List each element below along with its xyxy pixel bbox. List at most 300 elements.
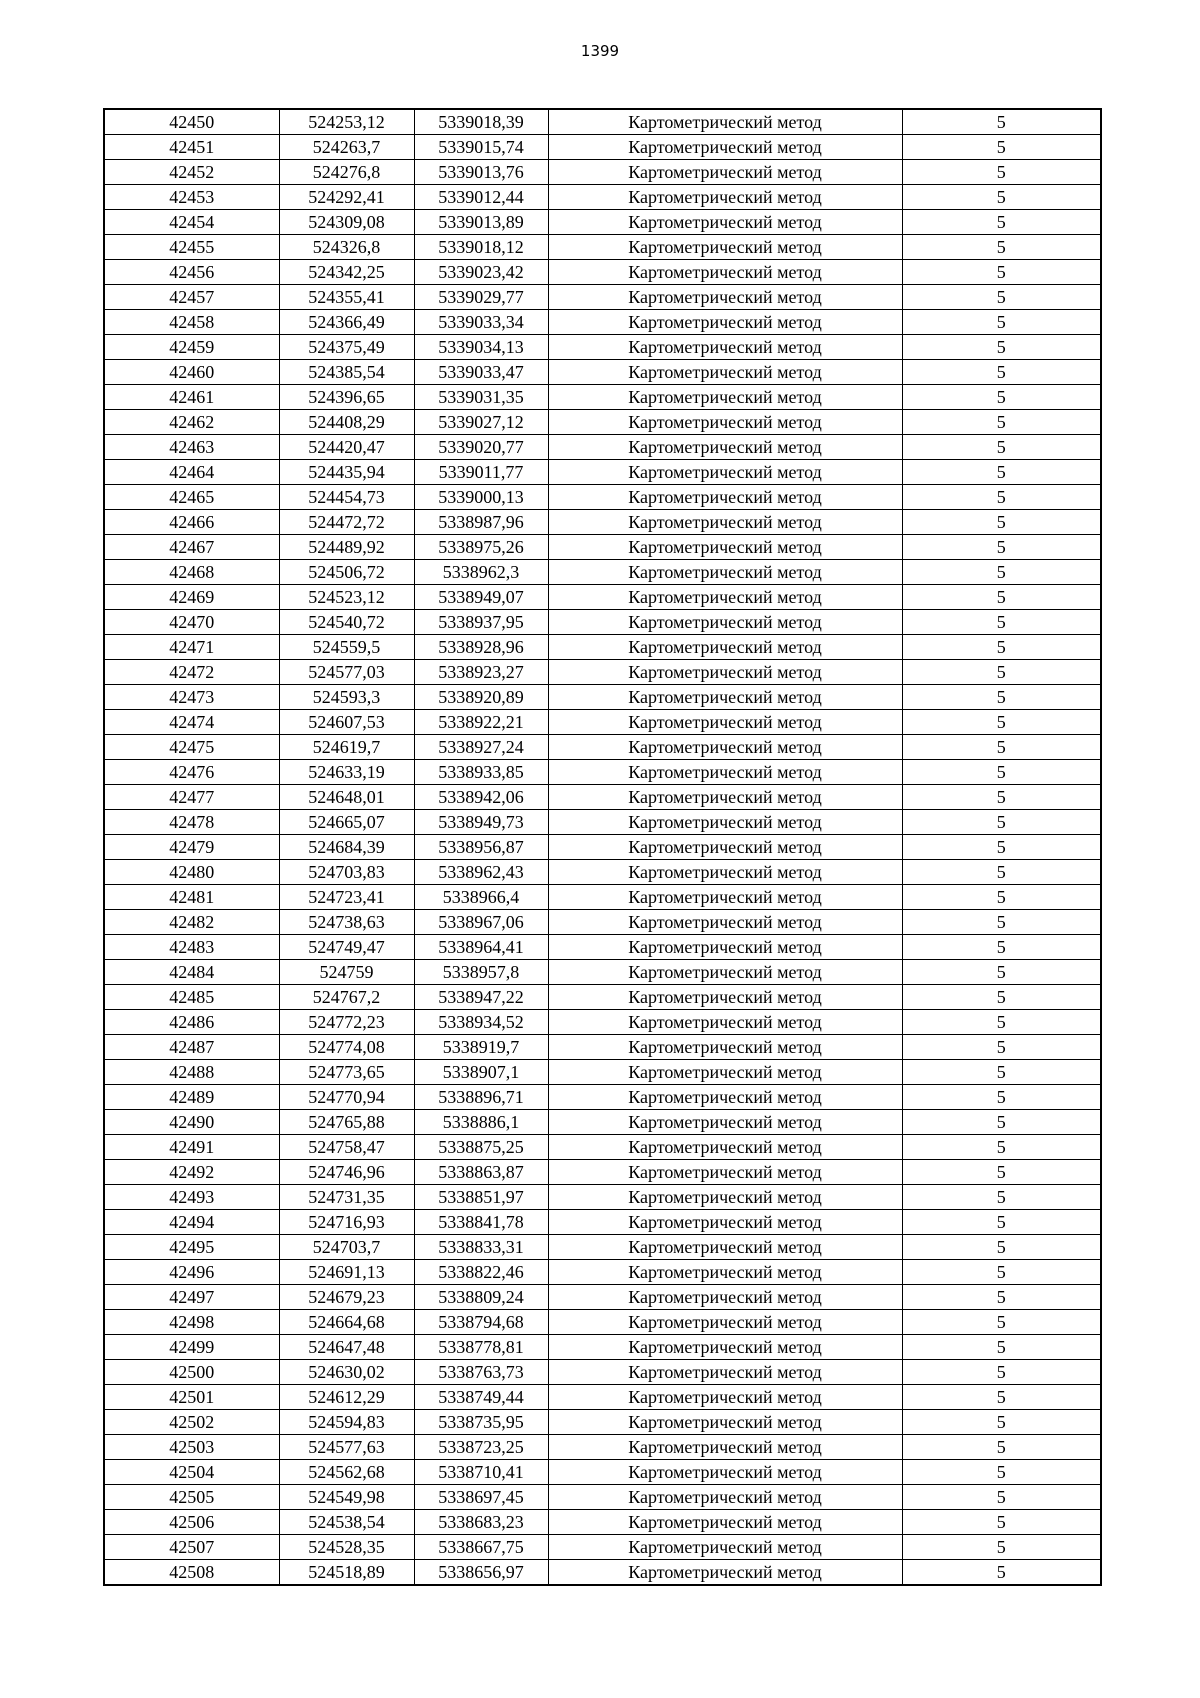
method-cell: Картометрический метод [548,1235,902,1260]
table-row [104,710,1101,735]
x-coordinate-cell: 524396,65 [279,385,414,410]
x-coordinate-cell: 524758,47 [279,1135,414,1160]
accuracy-cell: 5 [902,885,1101,910]
accuracy-cell: 5 [902,585,1101,610]
point-number-cell: 42465 [104,485,279,510]
y-coordinate-cell: 5339033,47 [414,360,548,385]
point-number-cell: 42502 [104,1410,279,1435]
point-number-cell: 42468 [104,560,279,585]
x-coordinate-cell: 524253,12 [279,109,414,135]
method-cell: Картометрический метод [548,860,902,885]
table-row [104,1485,1101,1510]
point-number-cell: 42488 [104,1060,279,1085]
point-number-cell: 42471 [104,635,279,660]
coordinates-table-body [104,109,1101,1585]
accuracy-cell: 5 [902,560,1101,585]
table-row [104,109,1101,135]
method-cell: Картометрический метод [548,1085,902,1110]
x-coordinate-cell: 524619,7 [279,735,414,760]
point-number-cell: 42498 [104,1310,279,1335]
method-cell: Картометрический метод [548,835,902,860]
point-number-cell: 42495 [104,1235,279,1260]
y-coordinate-cell: 5338937,95 [414,610,548,635]
accuracy-cell: 5 [902,1485,1101,1510]
table-row [104,660,1101,685]
method-cell: Картометрический метод [548,260,902,285]
table-row [104,985,1101,1010]
table-row [104,435,1101,460]
y-coordinate-cell: 5338934,52 [414,1010,548,1035]
x-coordinate-cell: 524489,92 [279,535,414,560]
table-row [104,935,1101,960]
method-cell: Картометрический метод [548,1285,902,1310]
point-number-cell: 42459 [104,335,279,360]
method-cell: Картометрический метод [548,310,902,335]
point-number-cell: 42454 [104,210,279,235]
point-number-cell: 42479 [104,835,279,860]
accuracy-cell: 5 [902,385,1101,410]
x-coordinate-cell: 524593,3 [279,685,414,710]
method-cell: Картометрический метод [548,910,902,935]
table-row [104,1135,1101,1160]
point-number-cell: 42489 [104,1085,279,1110]
table-row [104,385,1101,410]
accuracy-cell: 5 [902,235,1101,260]
accuracy-cell: 5 [902,1210,1101,1235]
accuracy-cell: 5 [902,485,1101,510]
x-coordinate-cell: 524647,48 [279,1335,414,1360]
y-coordinate-cell: 5338833,31 [414,1235,548,1260]
y-coordinate-cell: 5338920,89 [414,685,548,710]
point-number-cell: 42453 [104,185,279,210]
accuracy-cell: 5 [902,335,1101,360]
point-number-cell: 42504 [104,1460,279,1485]
accuracy-cell: 5 [902,1160,1101,1185]
point-number-cell: 42501 [104,1385,279,1410]
table-row [104,785,1101,810]
x-coordinate-cell: 524355,41 [279,285,414,310]
y-coordinate-cell: 5338822,46 [414,1260,548,1285]
point-number-cell: 42499 [104,1335,279,1360]
point-number-cell: 42460 [104,360,279,385]
point-number-cell: 42470 [104,610,279,635]
method-cell: Картометрический метод [548,235,902,260]
page-number: 1399 [580,42,620,60]
table-row [104,1335,1101,1360]
table-row [104,210,1101,235]
method-cell: Картометрический метод [548,610,902,635]
x-coordinate-cell: 524749,47 [279,935,414,960]
x-coordinate-cell: 524731,35 [279,1185,414,1210]
table-row [104,810,1101,835]
table-row [104,760,1101,785]
y-coordinate-cell: 5338987,96 [414,510,548,535]
y-coordinate-cell: 5338967,06 [414,910,548,935]
y-coordinate-cell: 5339031,35 [414,385,548,410]
coordinates-table [103,108,1102,1586]
y-coordinate-cell: 5338957,8 [414,960,548,985]
table-row [104,1435,1101,1460]
point-number-cell: 42461 [104,385,279,410]
x-coordinate-cell: 524518,89 [279,1560,414,1586]
y-coordinate-cell: 5338809,24 [414,1285,548,1310]
y-coordinate-cell: 5338949,73 [414,810,548,835]
method-cell: Картометрический метод [548,760,902,785]
x-coordinate-cell: 524538,54 [279,1510,414,1535]
table-row [104,885,1101,910]
method-cell: Картометрический метод [548,160,902,185]
accuracy-cell: 5 [902,1260,1101,1285]
method-cell: Картометрический метод [548,1485,902,1510]
accuracy-cell: 5 [902,109,1101,135]
accuracy-cell: 5 [902,1135,1101,1160]
y-coordinate-cell: 5338927,24 [414,735,548,760]
point-number-cell: 42485 [104,985,279,1010]
point-number-cell: 42466 [104,510,279,535]
y-coordinate-cell: 5338933,85 [414,760,548,785]
y-coordinate-cell: 5339011,77 [414,460,548,485]
y-coordinate-cell: 5339015,74 [414,135,548,160]
x-coordinate-cell: 524540,72 [279,610,414,635]
x-coordinate-cell: 524774,08 [279,1035,414,1060]
accuracy-cell: 5 [902,1535,1101,1560]
table-row [104,260,1101,285]
table-row [104,1285,1101,1310]
method-cell: Картометрический метод [548,1435,902,1460]
table-row [104,510,1101,535]
y-coordinate-cell: 5339013,89 [414,210,548,235]
point-number-cell: 42494 [104,1210,279,1235]
x-coordinate-cell: 524454,73 [279,485,414,510]
point-number-cell: 42486 [104,1010,279,1035]
x-coordinate-cell: 524506,72 [279,560,414,585]
x-coordinate-cell: 524679,23 [279,1285,414,1310]
accuracy-cell: 5 [902,135,1101,160]
x-coordinate-cell: 524326,8 [279,235,414,260]
method-cell: Картометрический метод [548,1510,902,1535]
x-coordinate-cell: 524562,68 [279,1460,414,1485]
y-coordinate-cell: 5338841,78 [414,1210,548,1235]
table-row [104,635,1101,660]
accuracy-cell: 5 [902,1010,1101,1035]
accuracy-cell: 5 [902,985,1101,1010]
point-number-cell: 42450 [104,109,279,135]
y-coordinate-cell: 5338851,97 [414,1185,548,1210]
point-number-cell: 42483 [104,935,279,960]
table-row [104,960,1101,985]
y-coordinate-cell: 5338966,4 [414,885,548,910]
point-number-cell: 42497 [104,1285,279,1310]
point-number-cell: 42472 [104,660,279,685]
y-coordinate-cell: 5338863,87 [414,1160,548,1185]
y-coordinate-cell: 5339020,77 [414,435,548,460]
table-row [104,1360,1101,1385]
x-coordinate-cell: 524309,08 [279,210,414,235]
point-number-cell: 42464 [104,460,279,485]
y-coordinate-cell: 5339012,44 [414,185,548,210]
x-coordinate-cell: 524664,68 [279,1310,414,1335]
x-coordinate-cell: 524765,88 [279,1110,414,1135]
table-row [104,410,1101,435]
table-row [104,1035,1101,1060]
point-number-cell: 42477 [104,785,279,810]
method-cell: Картометрический метод [548,635,902,660]
accuracy-cell: 5 [902,835,1101,860]
x-coordinate-cell: 524549,98 [279,1485,414,1510]
point-number-cell: 42508 [104,1560,279,1586]
method-cell: Картометрический метод [548,109,902,135]
accuracy-cell: 5 [902,185,1101,210]
method-cell: Картометрический метод [548,1460,902,1485]
x-coordinate-cell: 524648,01 [279,785,414,810]
y-coordinate-cell: 5339018,12 [414,235,548,260]
point-number-cell: 42473 [104,685,279,710]
accuracy-cell: 5 [902,1335,1101,1360]
accuracy-cell: 5 [902,160,1101,185]
point-number-cell: 42491 [104,1135,279,1160]
x-coordinate-cell: 524770,94 [279,1085,414,1110]
table-row [104,585,1101,610]
x-coordinate-cell: 524716,93 [279,1210,414,1235]
x-coordinate-cell: 524342,25 [279,260,414,285]
method-cell: Картометрический метод [548,1310,902,1335]
y-coordinate-cell: 5338656,97 [414,1560,548,1586]
y-coordinate-cell: 5338907,1 [414,1060,548,1085]
point-number-cell: 42463 [104,435,279,460]
accuracy-cell: 5 [902,735,1101,760]
accuracy-cell: 5 [902,1560,1101,1586]
table-row [104,735,1101,760]
accuracy-cell: 5 [902,1385,1101,1410]
y-coordinate-cell: 5338667,75 [414,1535,548,1560]
x-coordinate-cell: 524435,94 [279,460,414,485]
method-cell: Картометрический метод [548,485,902,510]
table-row [104,310,1101,335]
accuracy-cell: 5 [902,1285,1101,1310]
accuracy-cell: 5 [902,860,1101,885]
accuracy-cell: 5 [902,1510,1101,1535]
method-cell: Картометрический метод [548,785,902,810]
accuracy-cell: 5 [902,435,1101,460]
y-coordinate-cell: 5338922,21 [414,710,548,735]
x-coordinate-cell: 524746,96 [279,1160,414,1185]
method-cell: Картометрический метод [548,385,902,410]
x-coordinate-cell: 524523,12 [279,585,414,610]
accuracy-cell: 5 [902,1035,1101,1060]
accuracy-cell: 5 [902,1460,1101,1485]
accuracy-cell: 5 [902,785,1101,810]
table-row [104,1110,1101,1135]
method-cell: Картометрический метод [548,1560,902,1586]
point-number-cell: 42478 [104,810,279,835]
table-row [104,1085,1101,1110]
accuracy-cell: 5 [902,660,1101,685]
x-coordinate-cell: 524385,54 [279,360,414,385]
point-number-cell: 42481 [104,885,279,910]
y-coordinate-cell: 5339033,34 [414,310,548,335]
table-row [104,1185,1101,1210]
y-coordinate-cell: 5338794,68 [414,1310,548,1335]
point-number-cell: 42490 [104,1110,279,1135]
y-coordinate-cell: 5338919,7 [414,1035,548,1060]
method-cell: Картометрический метод [548,735,902,760]
method-cell: Картометрический метод [548,435,902,460]
table-row [104,135,1101,160]
x-coordinate-cell: 524630,02 [279,1360,414,1385]
table-row [104,1535,1101,1560]
table-row [104,560,1101,585]
method-cell: Картометрический метод [548,660,902,685]
y-coordinate-cell: 5338886,1 [414,1110,548,1135]
accuracy-cell: 5 [902,1110,1101,1135]
y-coordinate-cell: 5338964,41 [414,935,548,960]
point-number-cell: 42482 [104,910,279,935]
y-coordinate-cell: 5338942,06 [414,785,548,810]
x-coordinate-cell: 524772,23 [279,1010,414,1035]
point-number-cell: 42467 [104,535,279,560]
point-number-cell: 42452 [104,160,279,185]
accuracy-cell: 5 [902,260,1101,285]
y-coordinate-cell: 5339000,13 [414,485,548,510]
method-cell: Картометрический метод [548,510,902,535]
y-coordinate-cell: 5339034,13 [414,335,548,360]
accuracy-cell: 5 [902,510,1101,535]
y-coordinate-cell: 5338735,95 [414,1410,548,1435]
x-coordinate-cell: 524703,7 [279,1235,414,1260]
accuracy-cell: 5 [902,535,1101,560]
y-coordinate-cell: 5338975,26 [414,535,548,560]
method-cell: Картометрический метод [548,1385,902,1410]
method-cell: Картометрический метод [548,1410,902,1435]
method-cell: Картометрический метод [548,535,902,560]
point-number-cell: 42469 [104,585,279,610]
table-row [104,160,1101,185]
y-coordinate-cell: 5338956,87 [414,835,548,860]
method-cell: Картометрический метод [548,885,902,910]
accuracy-cell: 5 [902,810,1101,835]
table-row [104,1310,1101,1335]
accuracy-cell: 5 [902,760,1101,785]
accuracy-cell: 5 [902,210,1101,235]
x-coordinate-cell: 524607,53 [279,710,414,735]
table-row [104,1410,1101,1435]
method-cell: Картометрический метод [548,1335,902,1360]
point-number-cell: 42492 [104,1160,279,1185]
method-cell: Картометрический метод [548,210,902,235]
table-row [104,460,1101,485]
x-coordinate-cell: 524577,63 [279,1435,414,1460]
x-coordinate-cell: 524366,49 [279,310,414,335]
point-number-cell: 42451 [104,135,279,160]
x-coordinate-cell: 524684,39 [279,835,414,860]
table-row [104,1160,1101,1185]
point-number-cell: 42480 [104,860,279,885]
accuracy-cell: 5 [902,1310,1101,1335]
x-coordinate-cell: 524594,83 [279,1410,414,1435]
method-cell: Картометрический метод [548,185,902,210]
x-coordinate-cell: 524665,07 [279,810,414,835]
x-coordinate-cell: 524691,13 [279,1260,414,1285]
method-cell: Картометрический метод [548,985,902,1010]
table-row [104,685,1101,710]
y-coordinate-cell: 5338723,25 [414,1435,548,1460]
x-coordinate-cell: 524528,35 [279,1535,414,1560]
accuracy-cell: 5 [902,1235,1101,1260]
point-number-cell: 42475 [104,735,279,760]
accuracy-cell: 5 [902,1435,1101,1460]
method-cell: Картометрический метод [548,1135,902,1160]
table-row [104,1560,1101,1586]
point-number-cell: 42503 [104,1435,279,1460]
y-coordinate-cell: 5339029,77 [414,285,548,310]
method-cell: Картометрический метод [548,935,902,960]
y-coordinate-cell: 5338928,96 [414,635,548,660]
point-number-cell: 42462 [104,410,279,435]
point-number-cell: 42500 [104,1360,279,1385]
method-cell: Картометрический метод [548,1185,902,1210]
accuracy-cell: 5 [902,1085,1101,1110]
method-cell: Картометрический метод [548,710,902,735]
table-row [104,1210,1101,1235]
method-cell: Картометрический метод [548,460,902,485]
point-number-cell: 42456 [104,260,279,285]
accuracy-cell: 5 [902,610,1101,635]
method-cell: Картометрический метод [548,1035,902,1060]
y-coordinate-cell: 5339027,12 [414,410,548,435]
x-coordinate-cell: 524263,7 [279,135,414,160]
method-cell: Картометрический метод [548,360,902,385]
x-coordinate-cell: 524723,41 [279,885,414,910]
y-coordinate-cell: 5338962,3 [414,560,548,585]
table-row [104,285,1101,310]
y-coordinate-cell: 5338763,73 [414,1360,548,1385]
table-row [104,1235,1101,1260]
y-coordinate-cell: 5339018,39 [414,109,548,135]
table-row [104,860,1101,885]
accuracy-cell: 5 [902,1060,1101,1085]
method-cell: Картометрический метод [548,285,902,310]
point-number-cell: 42507 [104,1535,279,1560]
table-row [104,235,1101,260]
method-cell: Картометрический метод [548,585,902,610]
table-row [104,535,1101,560]
table-row [104,335,1101,360]
x-coordinate-cell: 524276,8 [279,160,414,185]
method-cell: Картометрический метод [548,1010,902,1035]
point-number-cell: 42457 [104,285,279,310]
point-number-cell: 42474 [104,710,279,735]
x-coordinate-cell: 524703,83 [279,860,414,885]
y-coordinate-cell: 5338683,23 [414,1510,548,1535]
y-coordinate-cell: 5338710,41 [414,1460,548,1485]
accuracy-cell: 5 [902,310,1101,335]
x-coordinate-cell: 524375,49 [279,335,414,360]
accuracy-cell: 5 [902,1410,1101,1435]
table-row [104,1060,1101,1085]
x-coordinate-cell: 524577,03 [279,660,414,685]
y-coordinate-cell: 5338875,25 [414,1135,548,1160]
accuracy-cell: 5 [902,935,1101,960]
x-coordinate-cell: 524472,72 [279,510,414,535]
table-row [104,1385,1101,1410]
method-cell: Картометрический метод [548,810,902,835]
x-coordinate-cell: 524633,19 [279,760,414,785]
accuracy-cell: 5 [902,360,1101,385]
method-cell: Картометрический метод [548,685,902,710]
y-coordinate-cell: 5338947,22 [414,985,548,1010]
table-row [104,185,1101,210]
method-cell: Картометрический метод [548,335,902,360]
